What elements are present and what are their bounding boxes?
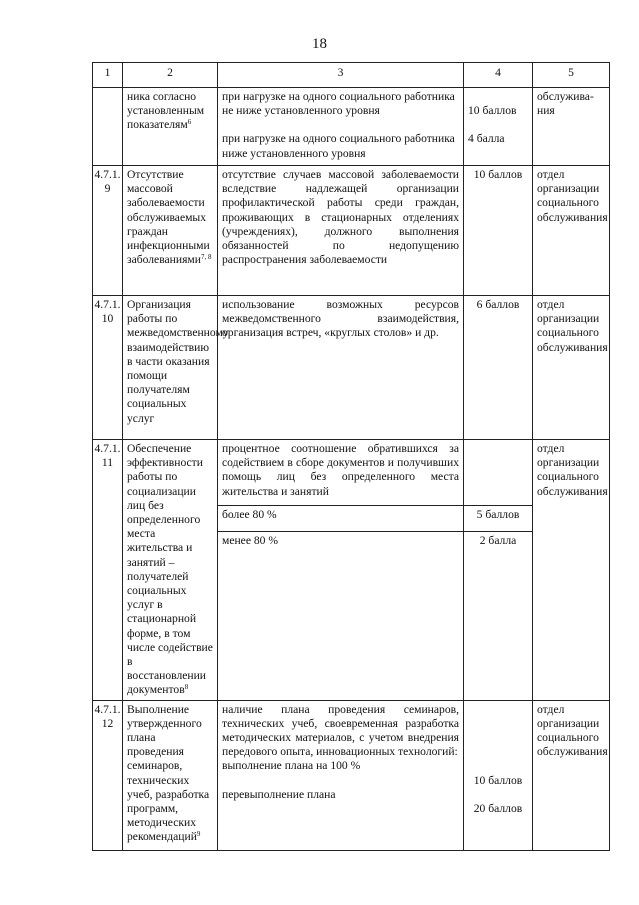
- score-cell: 2 балла: [464, 532, 533, 700]
- responsible-dept: отдел организации социального обслуживания: [533, 440, 610, 701]
- criteria-table: [92, 62, 610, 851]
- table-row: [93, 296, 610, 440]
- criterion-description: отсутствие случаев массовой заболеваемости вследствие надлежащей организации профилактической работы среди граждан, проживающих в стационарных отделениях (учреждениях), должного выполнения обязанностей по недопущению распространения заболеваемости: [218, 166, 464, 296]
- criterion-option: менее 80 %: [218, 532, 464, 700]
- page-number: 18: [312, 36, 327, 52]
- criterion-name: Обеспечение эффективности работы по социализации лиц без определенного места жительства и занятий – получателей социальных услуг в стационарной форме, в том числе содействие в восстановлении документов$^8$: [123, 440, 218, 701]
- score-cell: 5 баллов: [464, 505, 533, 532]
- responsible-dept: отдел организации социального обслуживания: [533, 296, 610, 440]
- criterion-name: ника согласно установленным показателям$^6$: [123, 88, 218, 166]
- score-cell: 10 баллов 4 балла: [464, 88, 533, 166]
- header-cell: 1: [93, 63, 123, 88]
- criterion-name: Организация работы по межведомственному взаимодействию в части оказания помощи получателям социальных услуг: [123, 296, 218, 440]
- responsible-dept: отдел организации социального обслуживания: [533, 166, 610, 296]
- row-number: 4.7.1. 12: [93, 700, 123, 850]
- header-cell: 3: [218, 63, 464, 88]
- criterion-description: использование возможных ресурсов межведомственного взаимодействия, организация встреч, «круглых столов» и др.: [218, 296, 464, 440]
- score-cell: 10 баллов 20 баллов: [464, 700, 533, 850]
- criterion-description: процентное соотношение обратившихся за содействием в сборе документов и получивших помощь лиц без определенного места жительства и занятий: [218, 440, 464, 506]
- header-cell: 2: [123, 63, 218, 88]
- row-number: 4.7.1. 11: [93, 440, 123, 701]
- table-row: [93, 166, 610, 296]
- responsible-dept: обслужива-ния: [533, 88, 610, 166]
- row-number: 4.7.1. 9: [93, 166, 123, 296]
- table-row: [93, 440, 610, 506]
- table-row: [93, 700, 610, 850]
- table-row: [93, 88, 610, 166]
- criterion-description: при нагрузке на одного социального работника не ниже установленного уровня при нагрузке на одного социального работника ниже установленного уровня: [218, 88, 464, 166]
- header-cell: 5: [533, 63, 610, 88]
- criterion-name: Выполнение утвержденного плана проведения семинаров, технических учеб, разработка программ, методических рекомендаций$^9$: [123, 700, 218, 850]
- responsible-dept: отдел организации социального обслуживания: [533, 700, 610, 850]
- score-cell: 6 баллов: [464, 296, 533, 440]
- criterion-name: Отсутствие массовой заболеваемости обслуживаемых граждан инфекционными заболеваниями$^{7, 8}$: [123, 166, 218, 296]
- score-cell: 10 баллов: [464, 166, 533, 296]
- criterion-option: более 80 %: [218, 505, 464, 532]
- header-cell: 4: [464, 63, 533, 88]
- table-header-row: [93, 63, 610, 88]
- score-cell: [464, 440, 533, 506]
- criterion-description: наличие плана проведения семинаров, технических учеб, своевременная разработка методических материалов, с учетом внедрения передового опыта, инновационных технологий: выполнение плана на 100 % перевыполнение плана: [218, 700, 464, 850]
- row-number: 4.7.1. 10: [93, 296, 123, 440]
- row-number: [93, 88, 123, 166]
